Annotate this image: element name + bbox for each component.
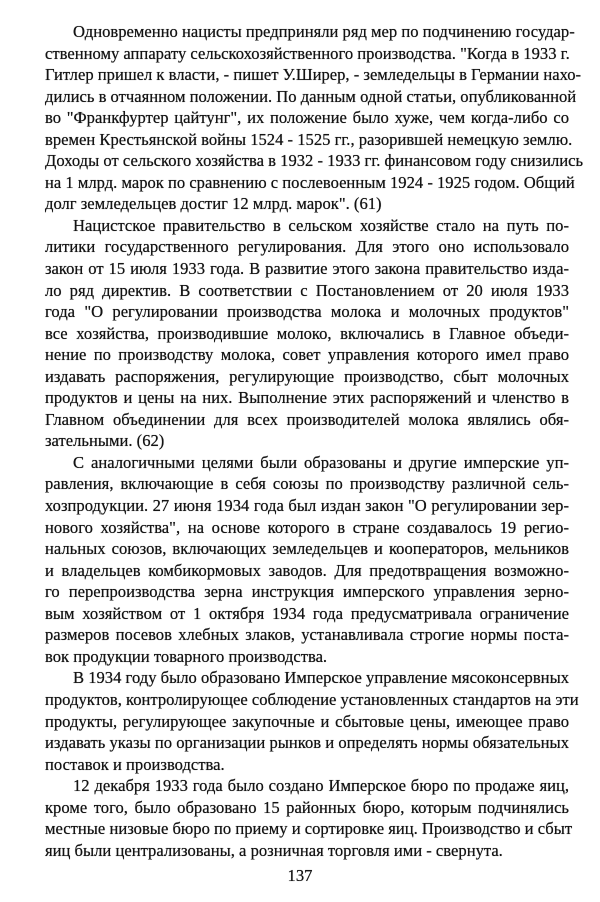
text-line: продуктов и цены на них. Выполнение этих распоряжений и членство в <box>45 388 569 408</box>
paragraph <box>45 775 573 861</box>
text-line: го перепроизводства зерна инструкция имперского управления зерно- <box>45 582 569 602</box>
text-line: нового хозяйства", на основе которого в стране создавалось 19 регио- <box>45 517 569 537</box>
text-line: вок продукции товарного производства. <box>45 646 328 666</box>
text-line: года "О регулировании производства молока и молочных продуктов" <box>45 302 569 322</box>
paragraph <box>45 452 569 667</box>
text-line: В 1934 году было образовано Имперское управление мясоконсервных <box>73 668 570 688</box>
text-line: продукты, регулирующее закупочные и сбытовые цены, имеющее право <box>45 711 569 731</box>
paragraph <box>45 21 584 215</box>
text-line: Одновременно нацисты предприняли ряд мер по подчинению государ- <box>73 22 575 41</box>
text-line: зательными. (62) <box>45 431 165 451</box>
page-body <box>45 21 584 861</box>
paragraph <box>45 215 569 452</box>
text-line: долг земледельцев достиг 12 млрд. марок". (61) <box>45 194 382 214</box>
text-line: на 1 млрд. марок по сравнению с послевоенным 1924 - 1925 годом. Общий <box>45 172 575 192</box>
text-line: во "Франкфуртер цайтунг", их положение было хуже, чем когда-либо со <box>45 108 569 128</box>
text-line: местные низовые бюро по приему и сортировке яиц. Производство и сбыт <box>45 819 573 839</box>
text-line: закон от 15 июля 1933 года. В развитие этого закона правительство изда- <box>45 259 569 279</box>
text-line: С аналогичными целями были образованы и другие имперские уп- <box>73 452 569 472</box>
text-line: издавать указы по организации рынков и определять нормы обязательных <box>45 733 569 753</box>
text-line: все хозяйства, производившие молоко, включались в Главное объеди- <box>45 323 569 343</box>
text-line: времен Крестьянской войны 1524 - 1525 гг., разорившей немецкую землю. <box>45 129 573 149</box>
text-line: хозпродукции. 27 июня 1934 года был издан закон "О регулировании зер- <box>45 496 569 516</box>
text-line: кроме того, было образовано 15 районных бюро, которым подчинялись <box>45 797 569 817</box>
page-number: 137 <box>287 866 313 885</box>
text-line: размеров посевов хлебных злаков, устанавливала строгие нормы поста- <box>45 625 569 645</box>
text-line: продуктов, контролирующее соблюдение установленных стандартов на эти <box>45 689 579 709</box>
text-line: яиц были централизованы, а розничная торговля ими - свернута. <box>45 840 503 860</box>
text-line: нение по производству молока, совет управления которого имел право <box>45 345 569 365</box>
text-line: Главном объединении для всех производителей молока являлись обя- <box>45 409 569 429</box>
text-line: Гитлер пришел к власти, - пишет У.Ширер, - земледельцы в Германии нахо- <box>45 65 582 85</box>
text-line: вым хозяйством от 1 октября 1934 года предусматривала ограничение <box>45 603 569 623</box>
paragraph <box>45 667 579 775</box>
text-line: и владельцев комбикормовых заводов. Для предотвращения возможно- <box>45 560 569 580</box>
text-line: Доходы от сельского хозяйства в 1932 - 1933 гг. финансовом году снизились <box>45 151 584 171</box>
text-line: 12 декабря 1933 года было создано Имперское бюро по продаже яиц, <box>73 776 569 796</box>
text-line: ло ряд директив. В соответствии с Постановлением от 20 июля 1933 <box>45 280 569 300</box>
text-line: издавать распоряжения, регулирующие производство, сбыт молочных <box>45 366 569 386</box>
text-line: нальных союзов, включающих земледельцев и кооператоров, мельников <box>45 539 569 559</box>
text-line: поставок и производства. <box>45 754 225 774</box>
text-line: дились в отчаянном положении. По данным одной статьи, опубликованной <box>45 86 577 106</box>
text-line: Нацистское правительство в сельском хозяйстве стало на путь по- <box>73 215 569 235</box>
text-line: ственному аппарату сельскохозяйственного производства. "Когда в 1933 г. <box>45 43 570 63</box>
text-line: равления, включающие в себя союзы по производству различной сель- <box>45 474 569 494</box>
text-line: литики государственного регулирования. Для этого оно использовало <box>45 237 569 257</box>
